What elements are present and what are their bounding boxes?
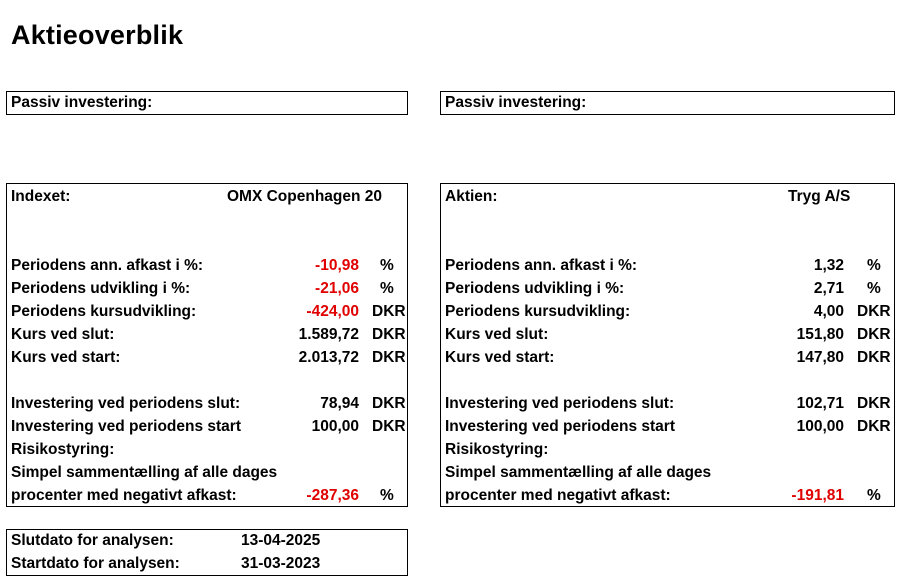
left-row-unit: DKR <box>372 326 406 343</box>
start-date-value: 31-03-2023 <box>241 555 321 572</box>
left-row-value: 2.013,72 <box>298 349 359 366</box>
left-row-unit: DKR <box>372 303 406 320</box>
left-invest-value: 78,94 <box>320 395 359 412</box>
right-row-value: 147,80 <box>796 349 844 366</box>
right-risk-label: Risikostyring: <box>445 441 549 458</box>
right-row-unit: DKR <box>857 303 891 320</box>
right-row-value: 2,71 <box>813 280 844 297</box>
left-row-label: Periodens kursudvikling: <box>11 303 197 320</box>
right-invest-unit: DKR <box>857 395 891 412</box>
left-row-label: Kurs ved start: <box>11 349 121 366</box>
page-title: Aktieoverblik <box>11 20 184 50</box>
right-sum-line2: procenter med negativt afkast: <box>445 487 671 504</box>
right-row-label: Periodens kursudvikling: <box>445 303 631 320</box>
right-row-value: 1,32 <box>813 257 844 274</box>
right-passive-label: Passiv investering: <box>445 94 587 111</box>
right-row-value: 4,00 <box>813 303 844 320</box>
right-invest-label: Investering ved periodens start <box>445 418 675 435</box>
left-row-unit: % <box>380 280 394 297</box>
right-invest-label: Investering ved periodens slut: <box>445 395 675 412</box>
left-invest-value: 100,00 <box>311 418 359 435</box>
start-date-label: Startdato for analysen: <box>11 555 180 572</box>
right-row-label: Kurs ved slut: <box>445 326 549 343</box>
right-row-label: Periodens ann. afkast i %: <box>445 257 638 274</box>
right-sum-value: -191,81 <box>791 487 844 504</box>
right-passive-box <box>440 91 895 115</box>
left-row-unit: % <box>380 257 394 274</box>
right-row-unit: DKR <box>857 349 891 366</box>
stock-name: Tryg A/S <box>788 188 851 205</box>
left-row-label: Periodens ann. afkast i %: <box>11 257 204 274</box>
left-row-unit: DKR <box>372 349 406 366</box>
left-passive-box <box>6 91 408 115</box>
left-row-value: -21,06 <box>315 280 359 297</box>
left-sum-unit: % <box>380 487 394 504</box>
left-sum-value: -287,36 <box>306 487 359 504</box>
left-row-value: -10,98 <box>315 257 359 274</box>
analysis-dates-box <box>6 529 408 576</box>
left-sum-line2: procenter med negativt afkast: <box>11 487 237 504</box>
right-row-label: Periodens udvikling i %: <box>445 280 625 297</box>
left-index-panel <box>6 183 408 507</box>
left-row-value: -424,00 <box>306 303 359 320</box>
right-row-unit: % <box>867 257 881 274</box>
left-invest-unit: DKR <box>372 395 406 412</box>
left-invest-label: Investering ved periodens start <box>11 418 241 435</box>
right-row-label: Kurs ved start: <box>445 349 555 366</box>
left-row-label: Kurs ved slut: <box>11 326 115 343</box>
left-invest-label: Investering ved periodens slut: <box>11 395 241 412</box>
index-label: Indexet: <box>11 188 71 205</box>
right-invest-value: 102,71 <box>796 395 844 412</box>
right-sum-line1: Simpel sammentælling af alle dages <box>445 464 712 481</box>
right-invest-value: 100,00 <box>796 418 844 435</box>
stock-label: Aktien: <box>445 188 498 205</box>
left-passive-label: Passiv investering: <box>11 94 153 111</box>
right-row-value: 151,80 <box>796 326 844 343</box>
right-invest-unit: DKR <box>857 418 891 435</box>
left-row-label: Periodens udvikling i %: <box>11 280 191 297</box>
left-risk-label: Risikostyring: <box>11 441 115 458</box>
index-name: OMX Copenhagen 20 <box>227 188 383 205</box>
right-row-unit: % <box>867 280 881 297</box>
right-sum-unit: % <box>867 487 881 504</box>
left-invest-unit: DKR <box>372 418 406 435</box>
right-stock-panel <box>440 183 895 507</box>
end-date-label: Slutdato for analysen: <box>11 532 174 549</box>
left-sum-line1: Simpel sammentælling af alle dages <box>11 464 278 481</box>
left-row-value: 1.589,72 <box>298 326 359 343</box>
end-date-value: 13-04-2025 <box>241 532 321 549</box>
right-row-unit: DKR <box>857 326 891 343</box>
